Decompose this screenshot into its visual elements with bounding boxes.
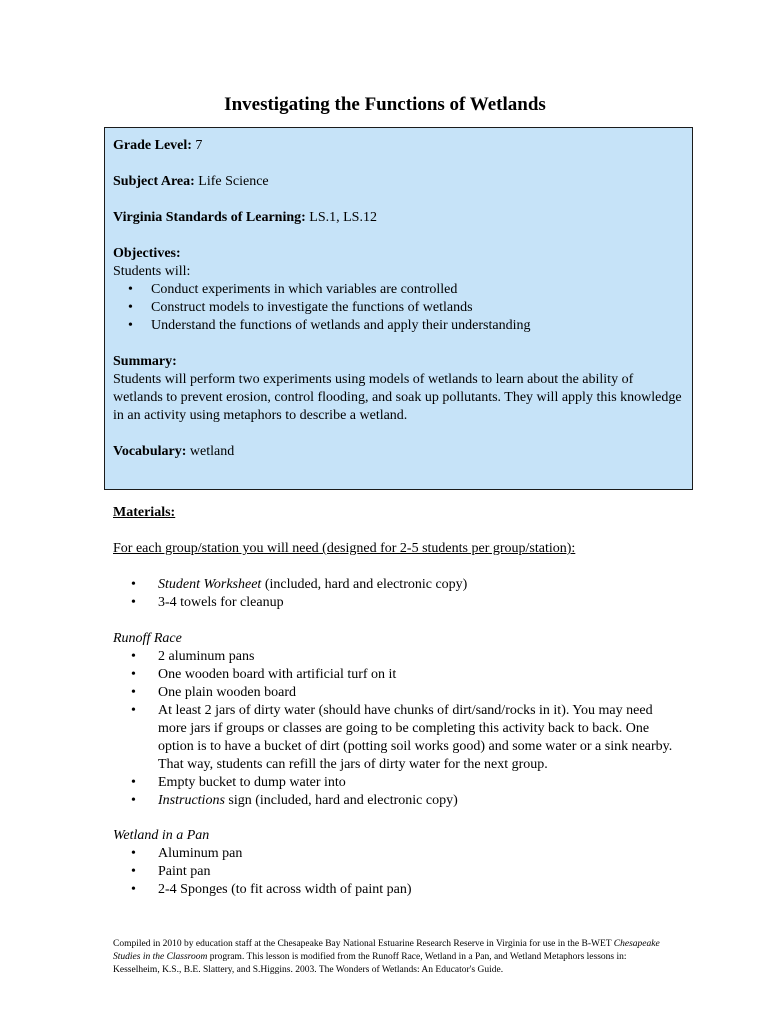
item-text: sign (included, hard and electronic copy)	[224, 793, 458, 808]
grade-level	[113, 137, 684, 155]
summary-text: Students will perform two experiments using models of wetlands to learn about the ability of wetlands to prevent erosion, control flooding, and soak up pollutants. They will apply this knowledge in an activity using metaphors to describe a wetland.	[113, 372, 682, 423]
wetland-in-a-pan-list	[113, 845, 673, 899]
footer-part-2: program. This lesson is modified from the Runoff Race, Wetland in a Pan, and Wetland Metaphors lessons in: Kesselheim, K.S., B.E. Slattery, and S.Higgins. 2003. The Wonders of Wetlands: An Educator's Guide.	[113, 952, 627, 975]
item-text: Aluminum pan	[158, 846, 243, 861]
lesson-info-box	[104, 127, 693, 490]
item-text: (included, hard and electronic copy)	[261, 577, 468, 592]
subject-area-label: Subject Area:	[113, 174, 195, 189]
list-item	[131, 666, 673, 684]
objectives-intro: Students will:	[113, 264, 191, 279]
wetland-in-a-pan-heading: Wetland in a Pan	[113, 828, 210, 843]
objective-item: • Conduct experiments in which variables are controlled	[128, 281, 684, 299]
objective-item: • Construct models to investigate the functions of wetlands	[128, 299, 684, 317]
summary-heading	[113, 353, 684, 371]
materials-heading-text: Materials:	[113, 505, 176, 520]
item-text: Empty bucket to dump water into	[158, 775, 346, 790]
list-item	[131, 792, 673, 810]
list-item	[131, 648, 673, 666]
list-item	[131, 594, 673, 612]
item-text: 2 aluminum pans	[158, 649, 255, 664]
each-group-note	[113, 540, 673, 558]
item-text: 2-4 Sponges (to fit across width of paint pan)	[158, 882, 412, 897]
summary-label: Summary:	[113, 354, 177, 369]
objectives-label: Objectives:	[113, 246, 181, 261]
list-item	[131, 881, 673, 899]
each-group-text: For each group/station you will need (designed for 2-5 students per group/station):	[113, 541, 576, 556]
list-item	[131, 684, 673, 702]
subject-area	[113, 173, 684, 191]
footer-text	[113, 938, 673, 977]
page-title: Investigating the Functions of Wetlands	[224, 94, 546, 115]
footer-program-name: Chesapeake Studies in the Classroom	[113, 939, 660, 962]
list-item	[131, 845, 673, 863]
grade-level-value: 7	[191, 138, 203, 153]
subject-area-value: Life Science	[194, 174, 269, 189]
item-text: One wooden board with artificial turf on it	[158, 667, 397, 682]
item-text: One plain wooden board	[158, 685, 297, 700]
item-emphasis: Student Worksheet	[158, 577, 262, 592]
runoff-race-list	[113, 648, 673, 810]
general-materials-list	[113, 576, 673, 612]
item-emphasis: Instructions	[158, 793, 225, 808]
objectives-list	[113, 281, 684, 335]
vocabulary-value: wetland	[186, 444, 235, 459]
list-item	[131, 702, 673, 774]
runoff-race-heading: Runoff Race	[113, 631, 182, 646]
materials-heading	[113, 504, 673, 522]
item-text: 3-4 towels for cleanup	[158, 595, 284, 610]
list-item	[131, 774, 673, 792]
grade-level-label: Grade Level:	[113, 138, 192, 153]
objective-item: • Understand the functions of wetlands and apply their understanding	[128, 317, 684, 335]
item-text: Paint pan	[158, 864, 211, 879]
standards-label: Virginia Standards of Learning:	[113, 210, 306, 225]
item-text: At least 2 jars of dirty water (should have chunks of dirt/sand/rocks in it). You may need more jars if groups or classes are going to be completing this activity back to back. One option is to have a bucket of dirt (potting soil works good) and some water or a sink nearby. That way, students can refill the jars of dirty water for the next group.	[158, 703, 673, 772]
vocabulary	[113, 443, 684, 461]
list-item	[131, 576, 673, 594]
standards-value: LS.1, LS.12	[305, 210, 377, 225]
materials-section	[113, 504, 673, 899]
footer-part-1: Compiled in 2010 by education staff at the Chesapeake Bay National Estuarine Research Reserve in Virginia for use in the B-WET	[113, 939, 614, 949]
vocabulary-label: Vocabulary:	[113, 444, 187, 459]
footer-note	[113, 938, 673, 977]
standards	[113, 209, 684, 227]
objectives-heading	[113, 245, 684, 263]
list-item	[131, 863, 673, 881]
